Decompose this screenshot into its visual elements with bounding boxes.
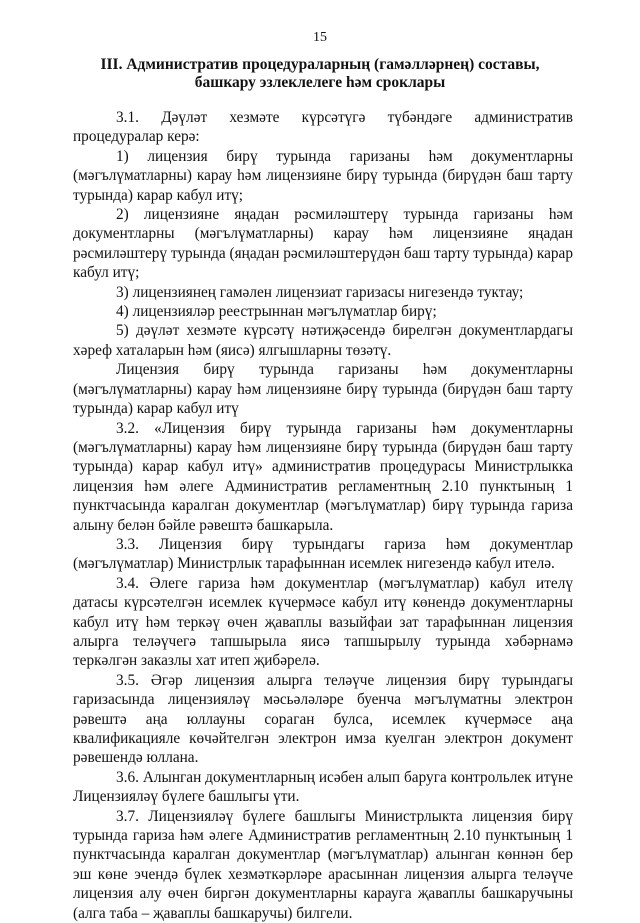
subsection-title: Лицензия бирү турында гаризаны һәм документларны (мәгълүматларны) карау һәм лицензияне бирү турында (бирүдән баш тарту турында) карар кабул итү [73, 361, 573, 418]
document-body [73, 108, 573, 923]
paragraph-3-2: 3.2. «Лицензия бирү турында гаризаны һәм документларны (мәгълүматларны) карау һәм лицензияне бирү турында (бирүдән баш тарту турында) карар кабул итү» административ процедурасы Министрлыкка лицензия һәм әлеге Административ регламентның 2.10 пунктының 1 пунктчасында каралган документлар (мәгълүматлар) бирү турында гариза алыну белән бәйле рәвештә башкарыла. [73, 419, 573, 534]
list-item-1: 1) лицензия бирү турында гаризаны һәм документларны (мәгълүматларны) карау һәм лицензияне бирү турында (бирүдән баш тарту турында) карар кабул итү; [73, 147, 573, 204]
list-item-5: 5) дәүләт хезмәте күрсәтү нәтиҗәсендә бирелгән документлардагы хәреф хаталарын һәм (яисә) ялгышларны төзәтү. [73, 322, 573, 359]
section-heading [80, 56, 560, 92]
section-heading-line-2: башкару эзлеклелеге һәм сроклары [194, 74, 446, 91]
section-heading-line-1: III. Административ процедураларның (гамәлләрнең) составы, [100, 56, 540, 73]
paragraph-3-6: 3.6. Алынган документларның исәбен алып баругa контрольлек итүне Лицензияләү бүлеге башлыгы үти. [73, 768, 573, 806]
paragraph-3-7: 3.7. Лицензияләү бүлеге башлыгы Министрлыкта лицензия бирү турында гариза һәм әлеге Административ регламентның 2.10 пунктының 1 пунктчасында каралган документлар (мәгълүматлар) алынган көннән бер эш көне эчендә бүлек хезмәткәрләре арасыннан лицензия алырга теләүче лицензия алу өчен биргән документларны карауга җаваплы башкаручыны (алга таба – җаваплы башкаручы) билгели. [73, 807, 573, 922]
paragraph-3-4: 3.4. Әлеге гариза һәм документлар (мәгълүматлар) кабул ителү датасы күрсәтелгән исемлек күчермәсе кабул итү көнендә документларны кабул итү һәм теркәү өчен җаваплы вазыйфаи зат тарафыннан лицензия алырга теләүчегә тапшырыла яисә тапшырылу турында хәбәрнамә теркәлгән заказлы хат итеп җибәрелә. [73, 574, 573, 670]
paragraph-3-3: 3.3. Лицензия бирү турындагы гариза һәм документлар (мәгълүматлар) Министрлык тарафыннан исемлек нигезендә кабул ителә. [73, 535, 573, 573]
list-item-3: 3) лицензиянең гамәлен лицензиат гаризасы нигезендә туктау; [116, 283, 524, 301]
list-item-4: 4) лицензияләр реестрыннан мәгълүматлар бирү; [116, 303, 437, 321]
paragraph-3-1: 3.1. Дәүләт хезмәте күрсәтүгә түбәндәге административ процедуралар керә: [73, 109, 573, 146]
paragraph-3-5: 3.5. Әгәр лицензия алырга теләүче лицензия бирү турындагы гаризасында лицензияләү мәсьәләләре буенча мәгълүматны электрон рәвештә аңа юллауны сораган булса, исемлек күчермәсе аңа квалификацияле көчәйтелгән электрон имза куелган электрон документ рәвешендә юллана. [73, 671, 573, 767]
page-number: 15 [313, 30, 327, 45]
list-item-2: 2) лицензияне яңадан рәсмиләштерү турында гаризаны һәм документларны (мәгълүматларны) карау һәм лицензияне яңадан рәсмиләштерү турында (яңадан рәсмиләштерүдән баш тарту турында) карар кабул итү; [73, 206, 573, 282]
